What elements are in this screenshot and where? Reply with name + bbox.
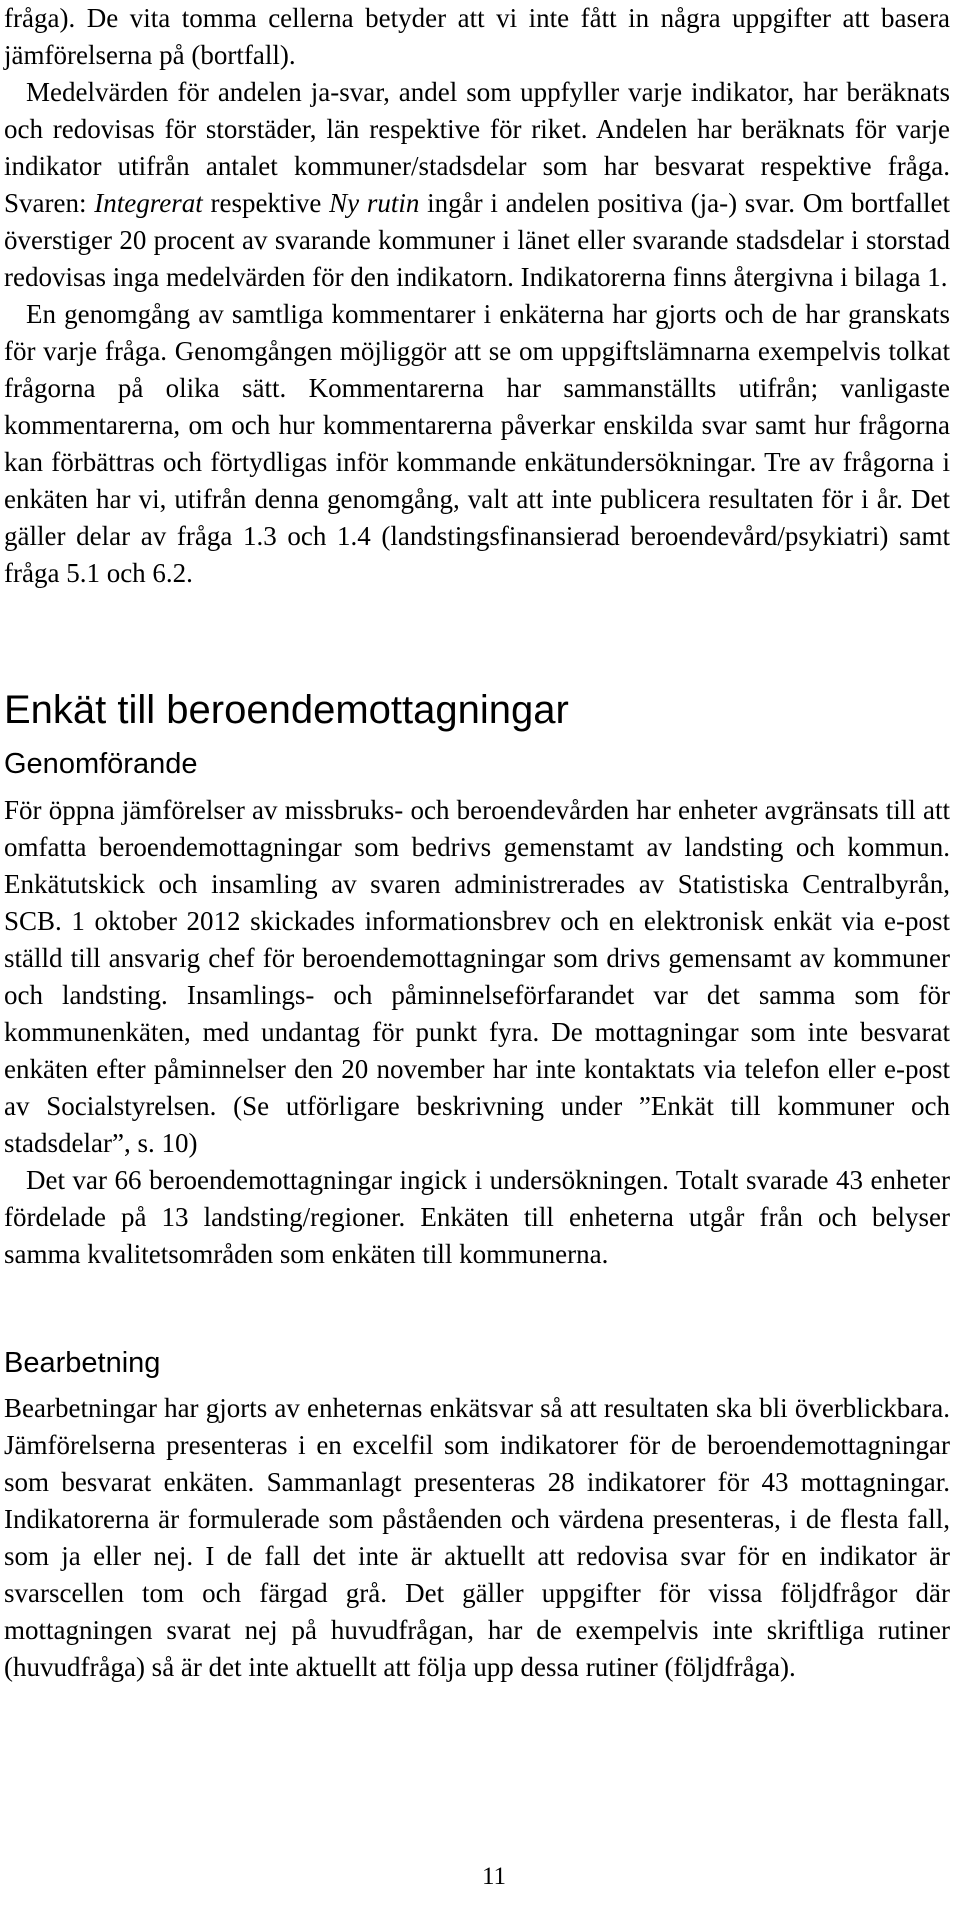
- integrerat-term: Integrerat: [94, 188, 203, 218]
- section-title-enkat: Enkät till beroendemottagningar: [4, 688, 569, 732]
- intro-paragraph-2-part-a: Medelvärden för andelen ja-svar, andel som uppfyller varje indikator, har beräknats och redovisas för storstäder, län respektive för riket. Andelen har beräknats för varje indikator utifrån antalet kommuner/stadsdelar som har besvarat respektive fråga. Svaren:: [4, 77, 950, 218]
- bearbetning-paragraph-1: Bearbetningar har gjorts av enheternas enkätsvar så att resultaten ska bli överblickbara. Jämförelserna presenteras i en excelfil som indikatorer för de beroendemottagningar som besvarat enkäten. Sammanlagt presenteras 28 indikatorer för 43 mottagningar. Indikatorerna är formulerade som påståenden och värdena presenteras, i de flesta fall, som ja eller nej. I de fall det inte är aktuellt att redovisa svar för en indikator är svarscellen tom och färgad grå. Det gäller uppgifter för vissa följdfrågor där mottagningen svarat nej på huvudfrågan, har de exempelvis inte skriftliga rutiner (huvudfråga) så är det inte aktuellt att följa upp dessa rutiner (följdfråga).: [4, 1393, 950, 1682]
- page-number: 11: [481, 1863, 507, 1890]
- genomforande-section: [4, 792, 950, 1273]
- subsection-title-bearbetning: Bearbetning: [4, 1347, 161, 1379]
- ny-rutin-term: Ny rutin: [329, 188, 420, 218]
- intro-paragraph-1: fråga). De vita tomma cellerna betyder att vi inte fått in några uppgifter att basera jämförelserna på (bortfall).: [4, 3, 950, 70]
- genomforande-paragraph-1: För öppna jämförelser av missbruks- och beroendevården har enheter avgränsats till att omfatta beroendemottagningar som bedrivs gemenstamt av landsting och kommun. Enkätutskick och insamling av svaren administrerades av Statistiska Centralbyrån, SCB. 1 oktober 2012 skickades informationsbrev och en elektronisk enkät via e-post ställd till ansvarig chef för beroendemottagningar som drivs gemensamt av kommuner och landsting. Insamlings- och påminnelseförfarandet var det samma som för kommunenkäten, med undantag för punkt fyra. De mottagningar som inte besvarat enkäten efter påminnelser den 20 november har inte kontaktats via telefon eller e-post av Socialstyrelsen. (Se utförligare beskrivning under ”Enkät till kommuner och stadsdelar”, s. 10): [4, 795, 950, 1158]
- intro-section: [4, 0, 950, 592]
- intro-paragraph-3: En genomgång av samtliga kommentarer i enkäterna har gjorts och de har granskats för varje fråga. Genomgången möjliggör att se om uppgiftslämnarna exempelvis tolkat frågorna på olika sätt. Kommentarerna har sammanställts utifrån; vanligaste kommentarerna, om och hur kommentarerna påverkar enskilda svar samt hur frågorna kan förbättras och förtydligas inför kommande enkätundersökningar. Tre av frågorna i enkäten har vi, utifrån denna genomgång, valt att inte publicera resultaten för i år. Det gäller delar av fråga 1.3 och 1.4 (landstingsfinansierad beroendevård/psykiatri) samt fråga 5.1 och 6.2.: [4, 299, 950, 588]
- subsection-title-genomforande: Genomförande: [4, 748, 198, 780]
- bearbetning-section: [4, 1390, 950, 1686]
- intro-paragraph-2: [4, 74, 950, 296]
- genomforande-paragraph-2: Det var 66 beroendemottagningar ingick i undersökningen. Totalt svarade 43 enheter fördelade på 13 landsting/regioner. Enkäten till enheterna utgår från och belyser samma kvalitetsområden som enkäten till kommunerna.: [4, 1165, 950, 1269]
- intro-paragraph-2-part-c: ingår i andelen positiva (ja-) svar. Om bortfallet överstiger 20 procent av svarande kommuner i länet eller svarande stadsdelar i storstad redovisas inga medelvärden för den indikatorn. Indikatorerna finns återgivna i bilaga 1.: [4, 188, 951, 292]
- intro-paragraph-2-part-b: respektive: [202, 188, 330, 218]
